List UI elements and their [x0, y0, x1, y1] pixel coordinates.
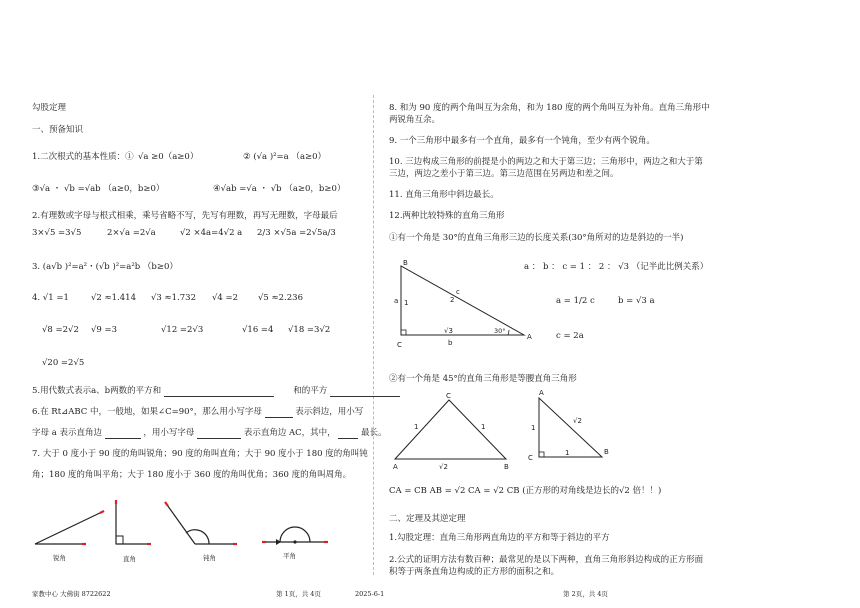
tri3-side-ab: √2 [573, 417, 582, 425]
angle-label-acute: 锐角 [53, 554, 66, 562]
item1-prop-a: √a ≥0（a≥0） [138, 152, 199, 162]
item1-prop-c: ③√a ・ √b =√ab （a≥0，b≥0） [32, 184, 165, 194]
tri3-side-cb: 1 [565, 449, 570, 457]
triangle-30-60-90 [394, 259, 532, 349]
item11-text: 11. 直角三角形中斜边最长。 [389, 190, 499, 200]
item7-line2: 角；180 度的角叫平角；大于 180 度小于 360 度的角叫优角；360 度的角叫周角。 [32, 470, 352, 480]
item2-example-1: 3×√5 =3√5 [32, 228, 82, 238]
theorem-2-line1: 2.公式的证明方法有数百种；最常见的是以下两种，直角三角形斜边构成的正方形面 [389, 555, 704, 565]
tri30-eq-a: a = 1/2 c [556, 296, 595, 306]
item6-label-b: 表示斜边，用小写 [295, 407, 364, 417]
tri3-vertex-b: B [604, 448, 609, 456]
item4-r1-c3: √3 ≈1.732 [151, 293, 196, 303]
item6-label-e: 表示直角边 AC，其中， [243, 428, 336, 438]
item5-label-b: 和的平方 [293, 386, 328, 396]
theorem-1: 1.勾股定理：直角三角形两直角边的平方和等于斜边的平方 [389, 533, 610, 543]
tri30-side-c: c [456, 288, 460, 296]
item6-label-f: 最长。 [361, 428, 387, 438]
tri45-side-cb: 1 [481, 423, 486, 431]
tri45-vertex-c: C [446, 392, 451, 400]
item4-r1-c5: √5 ≈2.236 [258, 293, 303, 303]
item8-line2: 两锐角互余。 [389, 115, 441, 125]
doc-title: 勾股定理 [32, 103, 67, 113]
angle-label-right: 直角 [123, 555, 136, 563]
item4-r2-c4: √16 =4 [242, 325, 274, 335]
item1-label: 1.二次根式的基本性质：① [32, 152, 134, 162]
item4-r3-c1: √20 =2√5 [42, 358, 85, 368]
tri30-side-b: b [448, 339, 453, 347]
item2-example-2: 2×√a =2√a [107, 228, 156, 238]
section-heading-prep: 一、预备知识 [32, 125, 84, 135]
tri30-side-a-len: 1 [404, 299, 409, 307]
page-number-left: 第 1页，共 4页 [276, 590, 321, 598]
tri30-vertex-a: A [527, 333, 532, 341]
tri30-eq-c: c = 2a [556, 331, 584, 341]
item6-label-d: ，用小写字母 [143, 428, 195, 438]
tri45-relations: CA = CB AB = √2 CA = √2 CB (正方形的对角线是边长的√2 倍！！) [389, 486, 662, 496]
tri30-side-b-len: √3 [444, 327, 453, 335]
tri45-title: ②有一个角是 45°的直角三角形是等腰直角三角形 [389, 374, 577, 384]
item3-text: 3. (a√b )²=a²・(√b )²=a²b （b≥0） [32, 262, 178, 272]
item4-r2-c1: √8 =2√2 [42, 325, 79, 335]
item7-line1: 7. 大于 0 度小于 90 度的角叫锐角；90 度的角叫直角；大于 90 度小于 180 度的角叫钝 [32, 449, 368, 459]
tri30-angle-label: 30° [494, 327, 506, 335]
angle-label-straight: 平角 [283, 552, 296, 560]
tri30-vertex-c: C [397, 341, 402, 349]
item9-text: 9. 一个三角形中最多有一个直角，最多有一个钝角，至少有两个锐角。 [389, 136, 655, 146]
tri45-vertex-a: A [393, 463, 398, 471]
item2-example-4: 2/3 ×√5a =2√5a/3 [257, 228, 336, 238]
item1-prop-d: ④√ab =√a ・ √b （a≥0，b≥0） [213, 184, 346, 194]
item4-r2-c5: √18 =3√2 [288, 325, 331, 335]
tri30-eq-b: b = √3 a [618, 296, 655, 306]
tri30-title: ①有一个角是 30°的直角三角形三边的长度关系(30°角所对的边是斜边的一半) [389, 233, 684, 243]
triangle-45-upright [528, 389, 609, 462]
item2-example-3: √2 ×4a=4√2 a [180, 228, 243, 238]
tri45-side-ca: 1 [414, 423, 419, 431]
item12-text: 12.两种比较特殊的直角三角形 [389, 211, 505, 221]
item4-r1-c1: 4. √1 =1 [32, 293, 69, 303]
angle-label-obtuse: 钝角 [203, 554, 216, 562]
tri3-side-ac: 1 [531, 424, 536, 432]
tri30-side-c-len: 2 [450, 296, 455, 304]
item4-r1-c2: √2 ≈1.414 [91, 293, 136, 303]
page-number-right: 第 2页，共 4页 [563, 590, 608, 598]
tri45-vertex-b: B [504, 463, 509, 471]
item4-r2-c2: √9 =3 [91, 325, 118, 335]
item10-line1: 10. 三边构成三角形的前提是小的两边之和大于第三边；三角形中，两边之和大于第 [389, 157, 703, 167]
tri30-ratio: a ： b ： c = 1 ： 2 ： √3 （记半此比例关系） [524, 262, 709, 272]
item1-prop-b: ② (√a )²=a （a≥0） [243, 152, 327, 162]
tri45-side-ab: √2 [439, 463, 448, 471]
tri3-vertex-c: C [528, 454, 533, 462]
footer-date: 2025-6-1 [355, 590, 385, 598]
tri30-vertex-b: B [403, 259, 408, 267]
item10-line2: 三边，两边之差小于第三边。第三边范围在另两边和差之间。 [389, 169, 619, 179]
tri3-vertex-a: A [539, 389, 544, 397]
triangle-45-isosceles [393, 392, 509, 471]
item5-label-a: 5.用代数式表示a、b两数的平方和 [32, 386, 162, 396]
tri30-side-a: a [394, 297, 399, 305]
item6-label-c: 字母 a 表示直角边 [32, 428, 102, 438]
item4-r1-c4: √4 =2 [212, 293, 239, 303]
item6-label-a: 6.在 Rt⊿ABC 中，一般地，如果∠C=90°，那么用小写字母 [32, 407, 262, 417]
section-heading-theorem: 二、定理及其逆定理 [389, 514, 466, 524]
item8-line1: 8. 和为 90 度的两个角叫互为余角，和为 180 度的两个角叫互为补角。直角三角形中 [389, 103, 710, 113]
footer-contact: 家教中心 大佛街 8722622 [32, 590, 111, 598]
item4-r2-c3: √12 =2√3 [161, 325, 204, 335]
theorem-2-line2: 积等于两条直角边构成的正方形的面积之和。 [389, 567, 560, 577]
item2-text: 2.有理数或字母与根式相乘，乘号省略不写，先写有理数，再写无理数，字母最后 [32, 211, 338, 221]
